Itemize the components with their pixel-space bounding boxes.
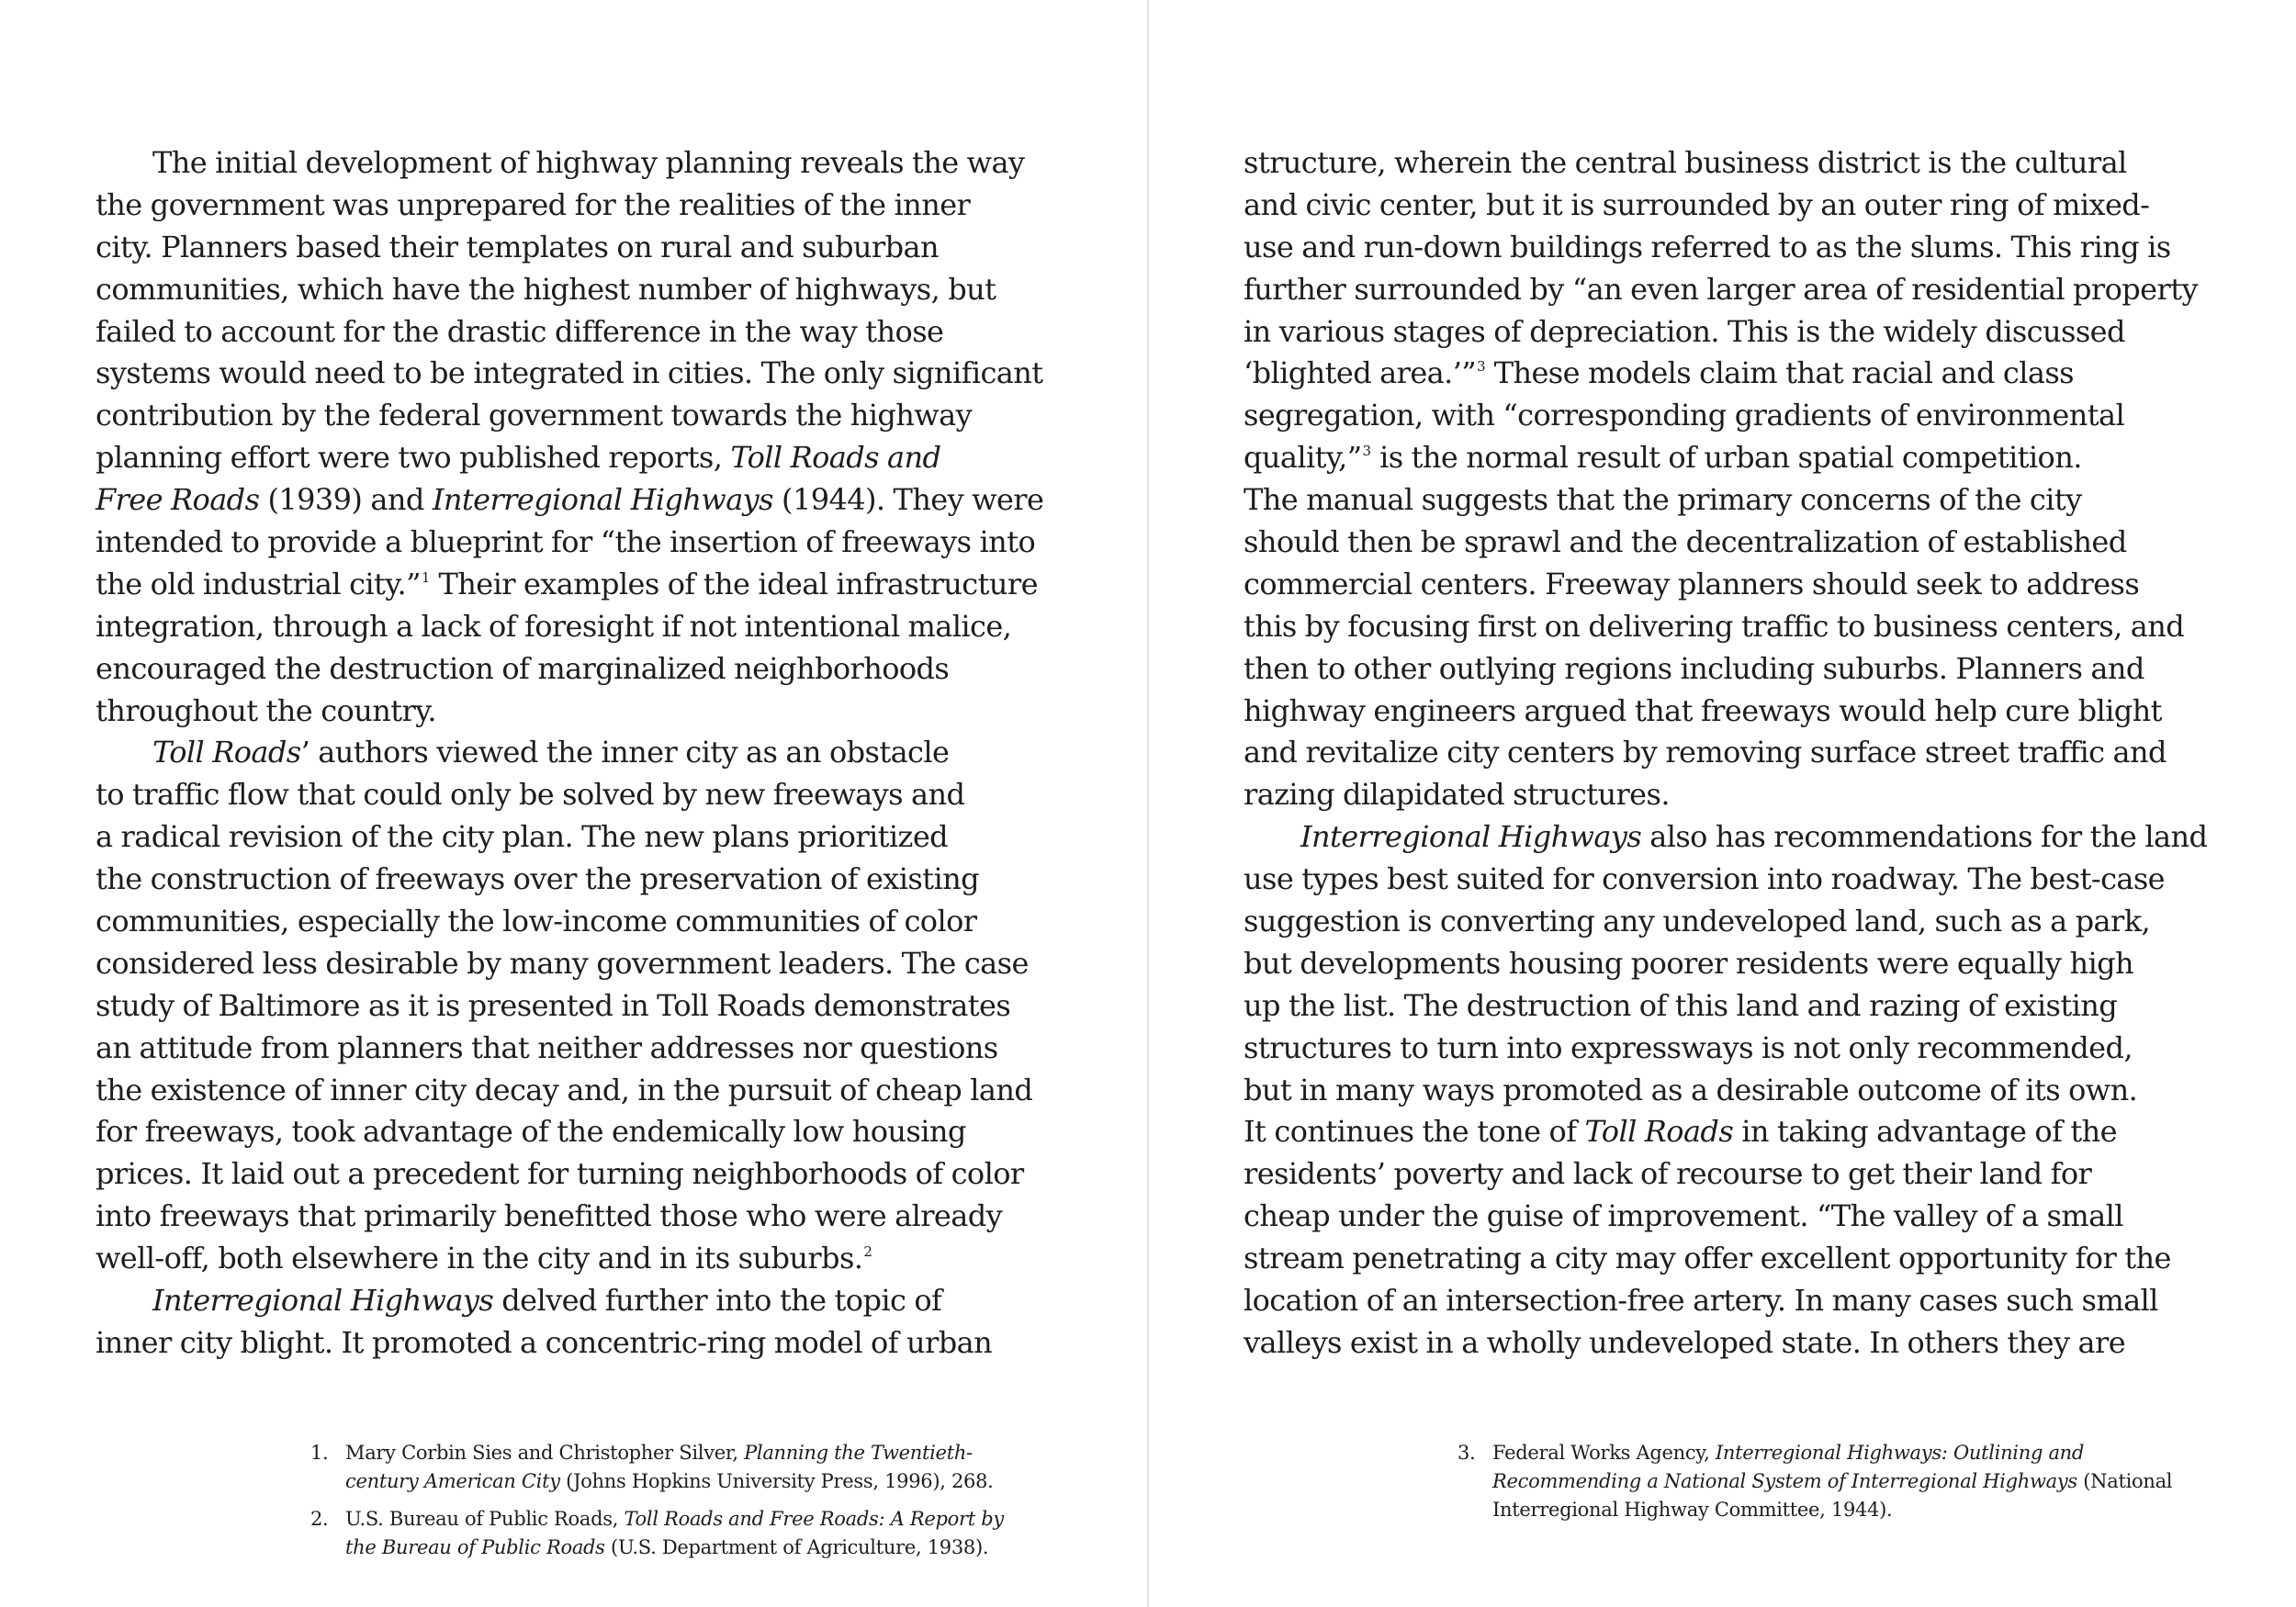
body-line: study of Baltimore as it is presented in Toll Roads demonstrates	[96, 987, 1011, 1023]
left-page	[0, 0, 1147, 1607]
body-line: suggestion is converting any undeveloped land, such as a park,	[1244, 904, 2151, 939]
footnote-ref[interactable]: 1	[421, 568, 431, 586]
footnote-line: U.S. Bureau of Public Roads, Toll Roads and Free Roads: A Report by	[345, 1508, 1004, 1530]
body-line: an attitude from planners that neither addresses nor questions	[96, 1029, 998, 1065]
left-body-text	[96, 142, 1078, 1365]
body-line: use and run-down buildings referred to as the slums. This ring is	[1244, 229, 2171, 264]
body-line: prices. It laid out a precedent for turning neighborhoods of color	[96, 1156, 1024, 1192]
body-line: inner city blight. It promoted a concentric-ring model of urban	[96, 1324, 993, 1360]
body-line: further surrounded by “an even larger area of residential property	[1244, 271, 2198, 307]
body-line: Interregional Highways delved further into the topic of	[152, 1283, 942, 1319]
body-line: It continues the tone of Toll Roads in taking advantage of the	[1244, 1114, 2118, 1150]
body-line: encouraged the destruction of marginalized neighborhoods	[96, 650, 950, 686]
body-line: Interregional Highways also has recommendations for the land	[1300, 819, 2208, 855]
body-line: but in many ways promoted as a desirable outcome of its own.	[1244, 1072, 2138, 1107]
footnote-line: Mary Corbin Sies and Christopher Silver, Planning the Twentieth-	[345, 1442, 973, 1464]
left-footnotes	[310, 1439, 1064, 1571]
body-line: throughout the country.	[96, 692, 436, 728]
body-line: ‘blighted area.’”$^3$ These models claim that racial and class	[1244, 355, 2074, 391]
book-title: Interregional Highways	[432, 482, 773, 518]
footnote-line: Interregional Highway Committee, 1944).	[1492, 1499, 1893, 1521]
body-line: segregation, with “corresponding gradients of environmental	[1244, 398, 2125, 433]
footnote-ref[interactable]: 2	[863, 1243, 872, 1261]
footnote-ref[interactable]: 3	[1362, 443, 1372, 460]
body-line: this by focusing first on delivering traffic to business centers, and	[1244, 608, 2185, 644]
footnote-ref[interactable]: 3	[1477, 358, 1486, 376]
body-line: the old industrial city.”$^1$ Their examples of the ideal infrastructure	[96, 566, 1038, 601]
body-line: systems would need to be integrated in cities. The only significant	[96, 355, 1043, 391]
body-line: failed to account for the drastic difference in the way those	[96, 313, 944, 349]
body-line: quality,”$^3$ is the normal result of urban spatial competition.	[1244, 440, 2082, 476]
body-line: and revitalize city centers by removing surface street traffic and	[1244, 735, 2167, 770]
body-line: planning effort were two published reports, Toll Roads and	[96, 440, 941, 476]
body-line: contribution by the federal government towards the highway	[96, 398, 973, 433]
body-line: for freeways, took advantage of the endemically low housing	[96, 1114, 966, 1150]
right-body-text	[1244, 142, 2226, 1365]
footnote-line: Recommending a National System of Interregional Highways (National	[1492, 1470, 2173, 1492]
body-line: Free Roads (1939) and Interregional Highways (1944). They were	[96, 482, 1044, 518]
footnote-number: 1.	[310, 1442, 329, 1464]
footnote	[1458, 1439, 2211, 1524]
body-line: the construction of freeways over the preservation of existing	[96, 861, 979, 897]
body-line: structures to turn into expressways is not only recommended,	[1244, 1029, 2133, 1065]
body-line: location of an intersection-free artery. In many cases such small	[1244, 1283, 2158, 1319]
body-line: structure, wherein the central business district is the cultural	[1244, 145, 2127, 180]
body-line: in various stages of depreciation. This is the widely discussed	[1244, 313, 2125, 349]
body-line: razing dilapidated structures.	[1244, 777, 1670, 813]
body-line: up the list. The destruction of this land and razing of existing	[1244, 987, 2118, 1023]
body-line: integration, through a lack of foresight if not intentional malice,	[96, 608, 1012, 644]
footnote-line: Federal Works Agency, Interregional Highways: Outlining and	[1492, 1442, 2085, 1464]
footnote-number: 2.	[310, 1508, 329, 1530]
footnote	[310, 1439, 1064, 1496]
body-line: intended to provide a blueprint for “the insertion of freeways into	[96, 524, 1036, 560]
body-line: a radical revision of the city plan. The new plans prioritized	[96, 819, 949, 855]
book-title: Interregional Highways	[152, 1283, 494, 1319]
body-line: then to other outlying regions including suburbs. Planners and	[1244, 650, 2144, 686]
body-line: and civic center, but it is surrounded by an outer ring of mixed-	[1244, 186, 2150, 222]
body-line: commercial centers. Freeway planners should seek to address	[1244, 566, 2140, 601]
right-page	[1149, 0, 2296, 1607]
body-line: stream penetrating a city may offer excellent opportunity for the	[1244, 1241, 2171, 1276]
footnote	[310, 1505, 1064, 1562]
footnote-line: century American City (Johns Hopkins University Press, 1996), 268.	[345, 1470, 994, 1492]
footnote-line: the Bureau of Public Roads (U.S. Department of Agriculture, 1938).	[345, 1536, 989, 1558]
body-line: the existence of inner city decay and, in the pursuit of cheap land	[96, 1072, 1033, 1107]
book-title: Toll Roads	[152, 735, 301, 770]
body-line: communities, especially the low-income communities of color	[96, 904, 977, 939]
body-line: The manual suggests that the primary concerns of the city	[1244, 482, 2082, 518]
right-footnotes	[1458, 1439, 2211, 1534]
body-line: well-off, both elsewhere in the city and in its suburbs.$^2$	[96, 1241, 872, 1276]
body-line: should then be sprawl and the decentralization of established	[1244, 524, 2127, 560]
book-title: Free Roads	[96, 482, 260, 518]
body-line: considered less desirable by many government leaders. The case	[96, 945, 1029, 981]
body-line: The initial development of highway planning reveals the way	[152, 145, 1025, 180]
body-line: residents’ poverty and lack of recourse to get their land for	[1244, 1156, 2092, 1192]
body-line: but developments housing poorer residents were equally high	[1244, 945, 2133, 981]
body-line: city. Planners based their templates on rural and suburban	[96, 229, 939, 264]
book-title: Interregional Highways	[1300, 819, 1642, 855]
body-line: cheap under the guise of improvement. “The valley of a small	[1244, 1198, 2123, 1234]
body-line: to traffic flow that could only be solved by new freeways and	[96, 777, 965, 813]
body-line: communities, which have the highest number of highways, but	[96, 271, 996, 307]
body-line: into freeways that primarily benefitted those who were already	[96, 1198, 1003, 1234]
body-line: valleys exist in a wholly undeveloped state. In others they are	[1244, 1324, 2126, 1360]
body-line: Toll Roads’ authors viewed the inner city as an obstacle	[152, 735, 950, 770]
book-title: Toll Roads	[1584, 1114, 1734, 1150]
footnote-number: 3.	[1458, 1442, 1476, 1464]
book-title: Toll Roads and	[730, 440, 941, 476]
body-line: highway engineers argued that freeways would help cure blight	[1244, 692, 2162, 728]
body-line: use types best suited for conversion into roadway. The best-case	[1244, 861, 2166, 897]
body-line: the government was unprepared for the realities of the inner	[96, 186, 971, 222]
